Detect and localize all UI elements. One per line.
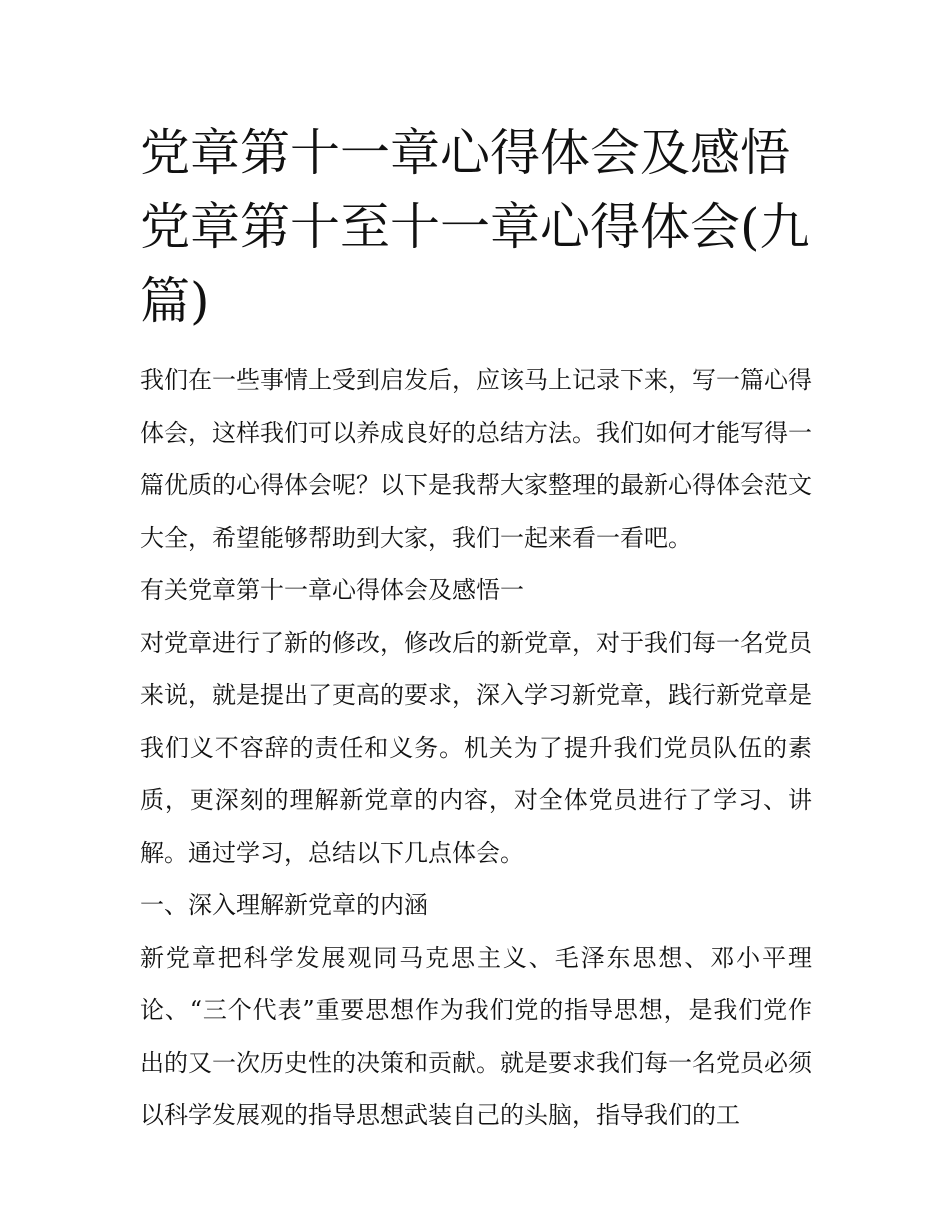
- section-title: 有关党章第十一章心得体会及感悟一: [140, 576, 524, 604]
- subheading-1: 一、深入理解新党章的内涵: [140, 891, 428, 919]
- body-paragraph-1: 对党章进行了新的修改，修改后的新党章，对于我们每一名党员来说，就是提出了更高的要求，深入学习新党章，践行新党章是我们义不容辞的责任和义务。机关为了提升我们党员队伍的素质，更深刻的理解新党章的内容，对全体党员进行了学习、讲解。通过学习，总结以下几点体会。: [140, 628, 812, 867]
- body-paragraph-2: 新党章把科学发展观同马克思主义、毛泽东思想、邓小平理论、“三个代表”重要思想作为我们党的指导思想，是我们党作出的又一次历史性的决策和贡献。就是要求我们每一名党员必须以科学发展观的指导思想武装自己的头脑，指导我们的工: [140, 943, 812, 1129]
- document-title: 党章第十一章心得体会及感悟党章第十至十一章心得体会(九篇): [140, 124, 810, 330]
- intro-paragraph: 我们在一些事情上受到启发后，应该马上记录下来，写一篇心得体会，这样我们可以养成良好的总结方法。我们如何才能写得一篇优质的心得体会呢？以下是我帮大家整理的最新心得体会范文大全，希望能够帮助到大家，我们一起来看一看吧。: [140, 366, 812, 552]
- document-page: [140, 116, 812, 1142]
